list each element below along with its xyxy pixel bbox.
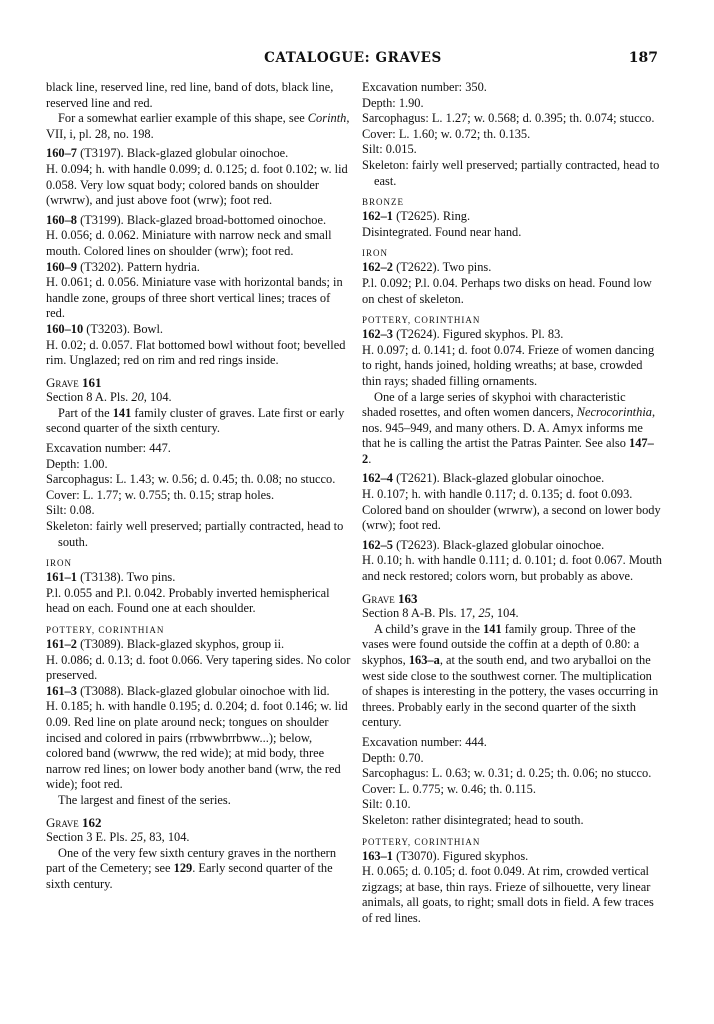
depth: Depth: 1.00.	[46, 456, 108, 471]
depth: Depth: 0.70.	[362, 750, 424, 765]
entry-text-160-9: H. 0.061; d. 0.056. Miniature vase with horizontal bands; in handle zone, groups of three short vertical lines; traces of red.	[46, 275, 343, 321]
entry-text-162-1: Disintegrated. Found near hand.	[362, 224, 522, 239]
paragraph: For a somewhat earlier example of this shape, see Corinth, VII, i, pl. 28, no. 198.	[46, 111, 350, 141]
entry-note-161-3: The largest and finest of the series.	[58, 792, 231, 807]
entry-heading-162-4: 162–4 (T2621). Black-glazed globular oinochoe.	[362, 471, 605, 486]
entry-heading-160-9: 160–9 (T3202). Pattern hydria.	[46, 259, 200, 274]
skeleton: Skeleton: rather disintegrated; head to south.	[362, 812, 584, 827]
category-label: IRON	[46, 558, 72, 569]
right-column	[362, 80, 662, 927]
category-label: BRONZE	[362, 197, 404, 208]
skeleton: Skeleton: fairly well preserved; partially contracted, head to east.	[362, 157, 660, 188]
paragraph: black line, reserved line, red line, band of dots, black line, reserved line and red.	[46, 80, 334, 110]
depth: Depth: 1.90.	[362, 95, 424, 110]
grave-description: A child’s grave in the 141 family group. Three of the vases were found outside the coffin at a depth of 0.80: a skyphos, 163–a, at the south end, and two aryballoi on the west side close to the southwest corner. The multiplication of shapes is interesting in the pottery, the vases occurring in threes. Probably early in the second quarter of the sixth century.	[362, 621, 659, 730]
entry-text-163-1: H. 0.065; d. 0.105; d. foot 0.049. At rim, crowded vertical zigzags; at base, thin rays. Frieze of silhouette, very linear animals, all goats, to right; small dots in field. A few traces of red lines.	[362, 864, 654, 925]
grave-heading-161: Grave 161	[46, 374, 102, 390]
entry-text-161-3: H. 0.185; h. with handle 0.195; d. 0.204; d. foot 0.146; w. lid 0.09. Red line on plate around neck; tongues on shoulder incised and colored in pairs (rrbwwbrrbww...); below, colored band (wwrww, the red wide); at mid body, three narrow red lines; on lower body another band (wrw, the red wide); foot red.	[46, 699, 348, 792]
cover: Cover: L. 1.77; w. 0.755; th. 0.15; strap holes.	[46, 487, 275, 502]
sarcophagus: Sarcophagus: L. 0.63; w. 0.31; d. 0.25; th. 0.06; no stucco.	[362, 766, 652, 781]
entry-heading-161-3: 161–3 (T3088). Black-glazed globular oinochoe with lid.	[46, 683, 330, 698]
entry-text-160-10: H. 0.02; d. 0.057. Flat bottomed bowl without foot; bevelled rim. Unglazed; red on rim and red rings inside.	[46, 337, 346, 368]
grave-heading-163: Grave 163	[362, 590, 418, 606]
page-number: 187	[628, 50, 658, 66]
grave-description: Part of the 141 family cluster of graves. Late first or early second quarter of the sixth century.	[46, 405, 345, 436]
entry-heading-160-7: 160–7 (T3197). Black-glazed globular oinochoe.	[46, 146, 289, 161]
entry-heading-162-5: 162–5 (T2623). Black-glazed globular oinochoe.	[362, 537, 605, 552]
entry-heading-163-1: 163–1 (T3070). Figured skyphos.	[362, 848, 529, 863]
entry-heading-161-2: 161–2 (T3089). Black-glazed skyphos, group ii.	[46, 637, 285, 651]
entry-heading-162-2: 162–2 (T2622). Two pins.	[362, 260, 492, 275]
section-line: Section 3 E. Pls. 25, 83, 104.	[46, 830, 190, 845]
excavation-number: Excavation number: 350.	[362, 80, 487, 94]
entry-text-162-5: H. 0.10; h. with handle 0.111; d. 0.101; d. foot 0.067. Mouth and neck restored; colors worn, but probably as above.	[362, 553, 662, 584]
entry-text-160-7: H. 0.094; h. with handle 0.099; d. 0.125; d. foot 0.102; w. lid 0.058. Very low squat body; colored bands on shoulder (wrwrw), and just above foot (wrw); foot red.	[46, 161, 348, 208]
entry-text-162-4: H. 0.107; h. with handle 0.117; d. 0.135; d. foot 0.093. Colored band on shoulder (wrwrw), a second on lower body (wrw); foot red.	[362, 487, 661, 533]
section-line: Section 8 A. Pls. 20, 104.	[46, 390, 172, 405]
entry-heading-162-1: 162–1 (T2625). Ring.	[362, 209, 471, 224]
running-header	[48, 50, 658, 72]
category-label: POTTERY, CORINTHIAN	[362, 836, 481, 847]
grave-description: One of the very few sixth century graves in the northern part of the Cemetery; see 129. Early second quarter of the sixth century.	[46, 845, 337, 891]
entry-heading-161-1: 161–1 (T3138). Two pins.	[46, 570, 176, 585]
entry-heading-162-3: 162–3 (T2624). Figured skyphos. Pl. 83.	[362, 327, 564, 342]
entry-text-160-8: H. 0.056; d. 0.062. Miniature with narrow neck and small mouth. Colored lines on shoulder (wrw); foot red.	[46, 228, 332, 258]
entry-text-161-2: H. 0.086; d. 0.13; d. foot 0.066. Very tapering sides. No color preserved.	[46, 652, 351, 683]
sarcophagus: Sarcophagus: L. 1.27; w. 0.568; d. 0.395; th. 0.074; stucco.	[362, 111, 655, 126]
skeleton: Skeleton: fairly well preserved; partially contracted, head to south.	[46, 519, 344, 549]
excavation-number: Excavation number: 444.	[362, 734, 487, 749]
cover: Cover: L. 1.60; w. 0.72; th. 0.135.	[362, 126, 531, 141]
section-line: Section 8 A-B. Pls. 17, 25, 104.	[362, 606, 519, 621]
entry-text-162-3: H. 0.097; d. 0.141; d. foot 0.074. Frieze of women dancing to right, hands joined, holding wreaths; at base, crowded thin rays; shaded filling ornaments.	[362, 342, 655, 388]
cover: Cover: L. 0.775; w. 0.46; th. 0.115.	[362, 781, 536, 796]
silt: Silt: 0.08.	[46, 503, 95, 518]
category-label: POTTERY, CORINTHIAN	[362, 315, 481, 326]
entry-note-162-3: One of a large series of skyphoi with characteristic shaded rosettes, and often women dancers, Necrocorinthia, nos. 945–949, and many others. D. A. Amyx informs me that he is calling the artist the Patras Painter. See also 147–2.	[362, 389, 656, 466]
entry-text-162-2: P.l. 0.092; P.l. 0.04. Perhaps two disks on head. Found low on chest of skeleton.	[362, 275, 652, 306]
category-label: IRON	[362, 248, 388, 259]
silt: Silt: 0.10.	[362, 797, 411, 812]
entry-heading-160-10: 160–10 (T3203). Bowl.	[46, 321, 164, 336]
entry-text-161-1: P.l. 0.055 and P.l. 0.042. Probably inverted hemispherical head on each. Found one at each shoulder.	[46, 585, 330, 616]
running-title: CATALOGUE: GRAVES	[264, 50, 442, 66]
grave-heading-162: Grave 162	[46, 814, 102, 830]
category-label: POTTERY, CORINTHIAN	[46, 625, 165, 635]
silt: Silt: 0.015.	[362, 142, 417, 157]
left-column	[46, 80, 352, 893]
sarcophagus: Sarcophagus: L. 1.43; w. 0.56; d. 0.45; th. 0.08; no stucco.	[46, 472, 336, 487]
excavation-number: Excavation number: 447.	[46, 441, 171, 456]
entry-heading-160-8: 160–8 (T3199). Black-glazed broad-bottomed oinochoe.	[46, 212, 327, 227]
